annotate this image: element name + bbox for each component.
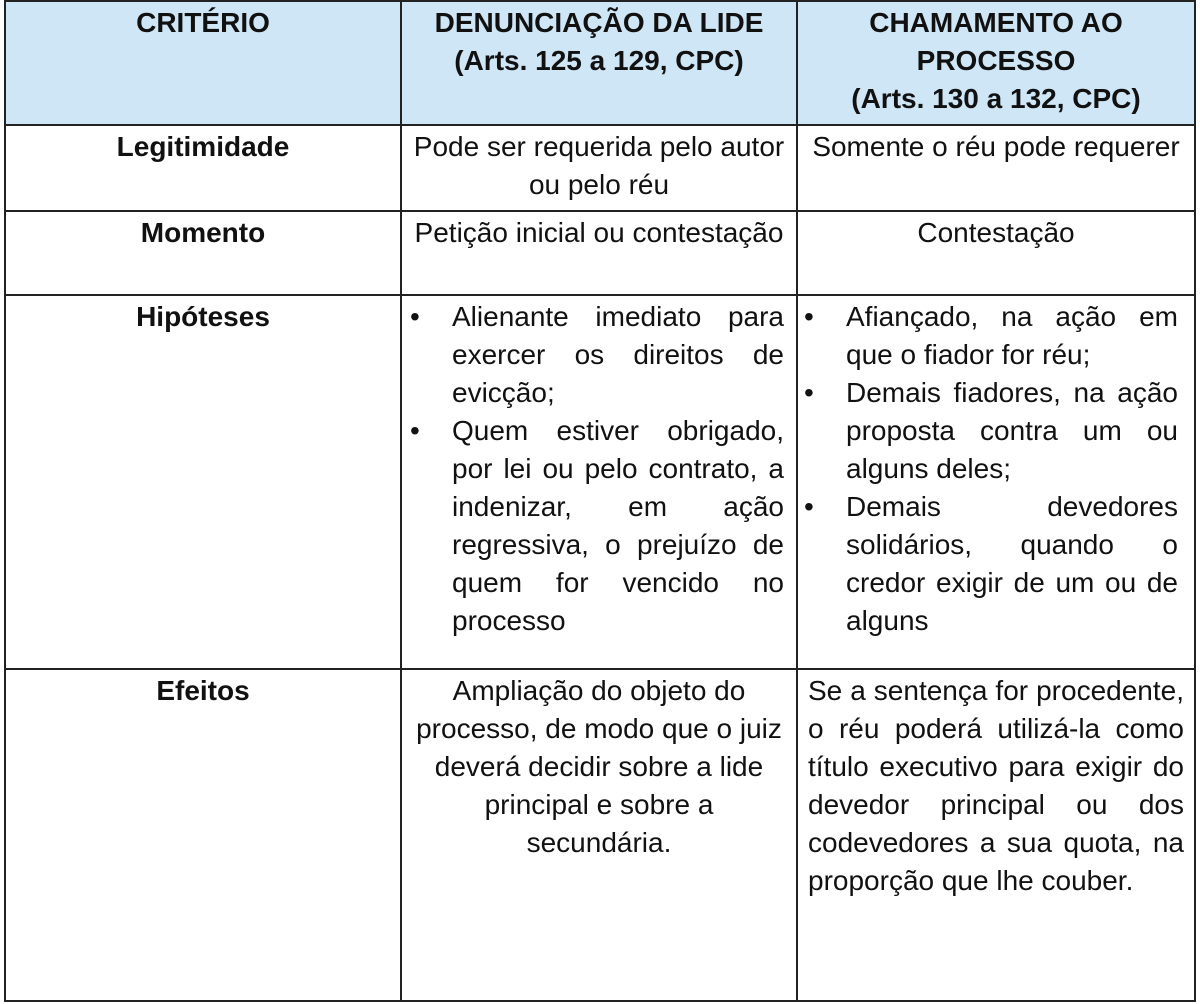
list-item: • Afiançado, na ação em que o fiador for réu; bbox=[802, 298, 1178, 374]
table-row bbox=[5, 211, 1195, 295]
header-criterio bbox=[5, 1, 401, 125]
header-row bbox=[5, 1, 1195, 125]
table-row bbox=[5, 125, 1195, 211]
criterio-efeitos: Efeitos bbox=[5, 669, 401, 1001]
header-criterio-label: CRITÉRIO bbox=[136, 7, 270, 38]
list-item: • Demais fiadores, na ação proposta contra um ou alguns deles; bbox=[802, 374, 1178, 488]
denunciacao-momento: Petição inicial ou contestação bbox=[401, 211, 797, 295]
chamamento-momento: Contestação bbox=[797, 211, 1195, 295]
denunciacao-efeitos: Ampliação do objeto do processo, de modo que o juiz deverá decidir sobre a lide principal e sobre a secundária. bbox=[401, 669, 797, 1001]
chamamento-hipoteses-list bbox=[802, 298, 1178, 640]
criterio-legitimidade: Legitimidade bbox=[5, 125, 401, 211]
criterio-momento: Momento bbox=[5, 211, 401, 295]
table-row bbox=[5, 295, 1195, 669]
header-denunciacao-title: DENUNCIAÇÃO DA LIDE bbox=[434, 7, 764, 38]
table-row bbox=[5, 669, 1195, 1001]
header-chamamento-title-1: CHAMAMENTO AO bbox=[869, 7, 1123, 38]
header-denunciacao bbox=[401, 1, 797, 125]
header-chamamento-articles: (Arts. 130 a 132, CPC) bbox=[851, 83, 1141, 114]
denunciacao-legitimidade: Pode ser requerida pelo autor ou pelo réu bbox=[401, 125, 797, 211]
header-chamamento-title-2: PROCESSO bbox=[916, 45, 1076, 76]
denunciacao-hipoteses-list bbox=[408, 298, 784, 640]
chamamento-hipoteses bbox=[797, 295, 1195, 669]
list-item: • Demais devedores solidários, quando o credor exigir de um ou de alguns bbox=[802, 488, 1178, 640]
header-chamamento bbox=[797, 1, 1195, 125]
list-item: • Quem estiver obrigado, por lei ou pelo contrato, a indenizar, em ação regressiva, o prejuízo de quem for vencido no processo bbox=[408, 412, 784, 640]
criterio-hipoteses: Hipóteses bbox=[5, 295, 401, 669]
chamamento-legitimidade: Somente o réu pode requerer bbox=[797, 125, 1195, 211]
denunciacao-hipoteses bbox=[401, 295, 797, 669]
chamamento-efeitos: Se a sentença for procedente, o réu poderá utilizá-la como título executivo para exigir do devedor principal ou dos codevedores a sua quota, na proporção que lhe couber. bbox=[797, 669, 1195, 1001]
header-denunciacao-articles: (Arts. 125 a 129, CPC) bbox=[454, 45, 744, 76]
comparison-table bbox=[4, 0, 1196, 1002]
list-item: • Alienante imediato para exercer os direitos de evicção; bbox=[408, 298, 784, 412]
